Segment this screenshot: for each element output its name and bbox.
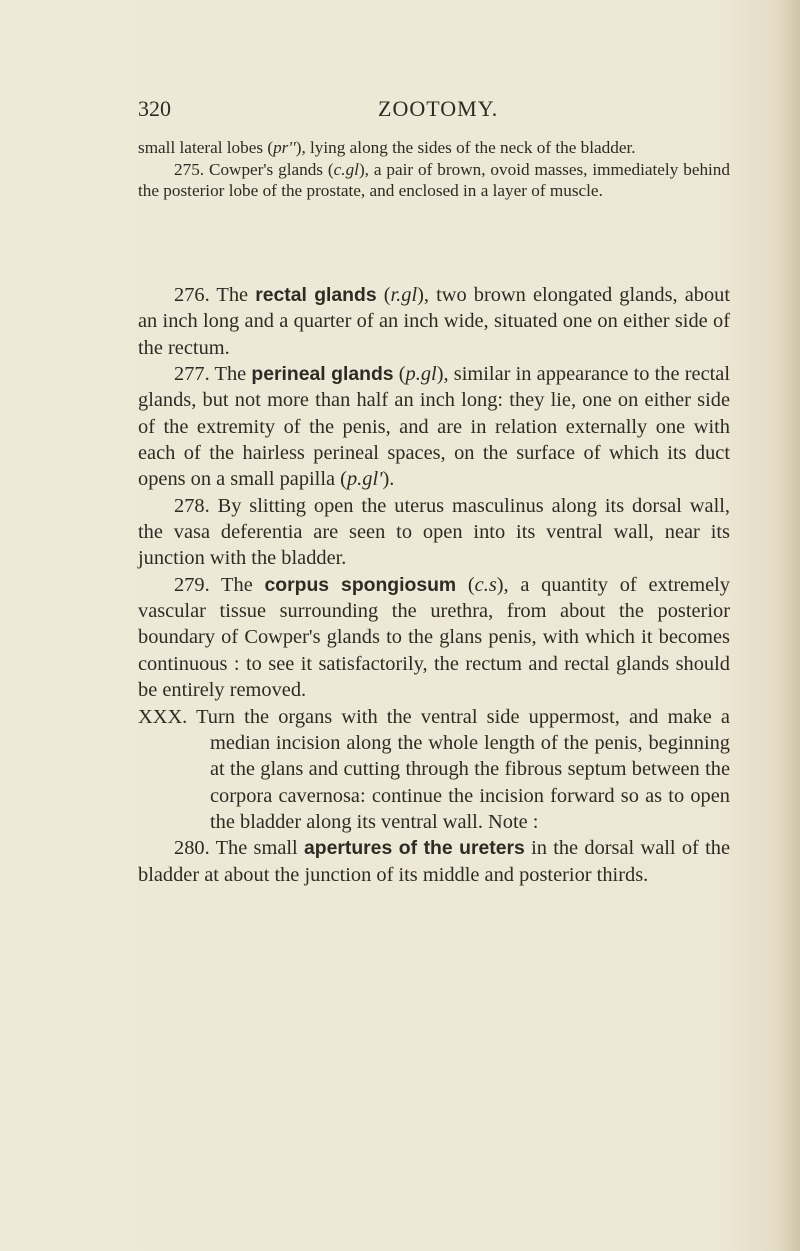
- paragraph-277: 277. The perineal glands (p.gl), similar in appearance to the rectal glands, but not more than half an inch long: they lie, one on either side of the extremity of the penis, and are in relation externally one with each of the hairless perineal spaces, on the surface of which its duct opens on a small papilla (p.gl').: [138, 363, 731, 491]
- small-print-section: [138, 137, 730, 202]
- paragraph-275: 275. Cowper's glands (c.gl), a pair of brown, ovoid masses, immediately behind the posterior lobe of the prostate, and enclosed in a layer of muscle.: [138, 159, 730, 200]
- paragraph-280: 280. The small apertures of the ureters in the dorsal wall of the bladder at about the junction of its middle and posterior thirds.: [138, 837, 730, 886]
- paragraph-278: 278. By slitting open the uterus masculinus along its dorsal wall, the vasa deferentia are seen to open into its ventral wall, near its junction with the bladder.: [138, 494, 730, 570]
- running-title: ZOOTOMY.: [378, 96, 499, 121]
- paragraph-279: 279. The corpus spongiosum (c.s), a quantity of extremely vascular tissue surrounding the urethra, from about the posterior boundary of Cowper's glands to the glans penis, with which it becomes continuous : to see it satisfactorily, the rectum and rectal glands should be entirely removed.: [138, 573, 730, 702]
- main-text-section: [138, 282, 730, 888]
- paragraph-XXX: XXX. Turn the organs with the ventral side uppermost, and make a median incision along the whole length of the penis, beginning at the glans and cutting through the fibrous septum between the corpora cavernosa: continue the incision forward so as to open the bladder along its ventral wall. Note :: [138, 705, 730, 833]
- running-head: [138, 96, 728, 126]
- paragraph-276: 276. The rectal glands (r.gl), two brown elongated glands, about an inch long and a quarter of an inch wide, situated one on either side of the rectum.: [138, 284, 731, 359]
- paragraph-lateral-lobes: small lateral lobes (pr''), lying along the sides of the neck of the bladder.: [138, 138, 636, 157]
- page-number: 320: [138, 96, 171, 121]
